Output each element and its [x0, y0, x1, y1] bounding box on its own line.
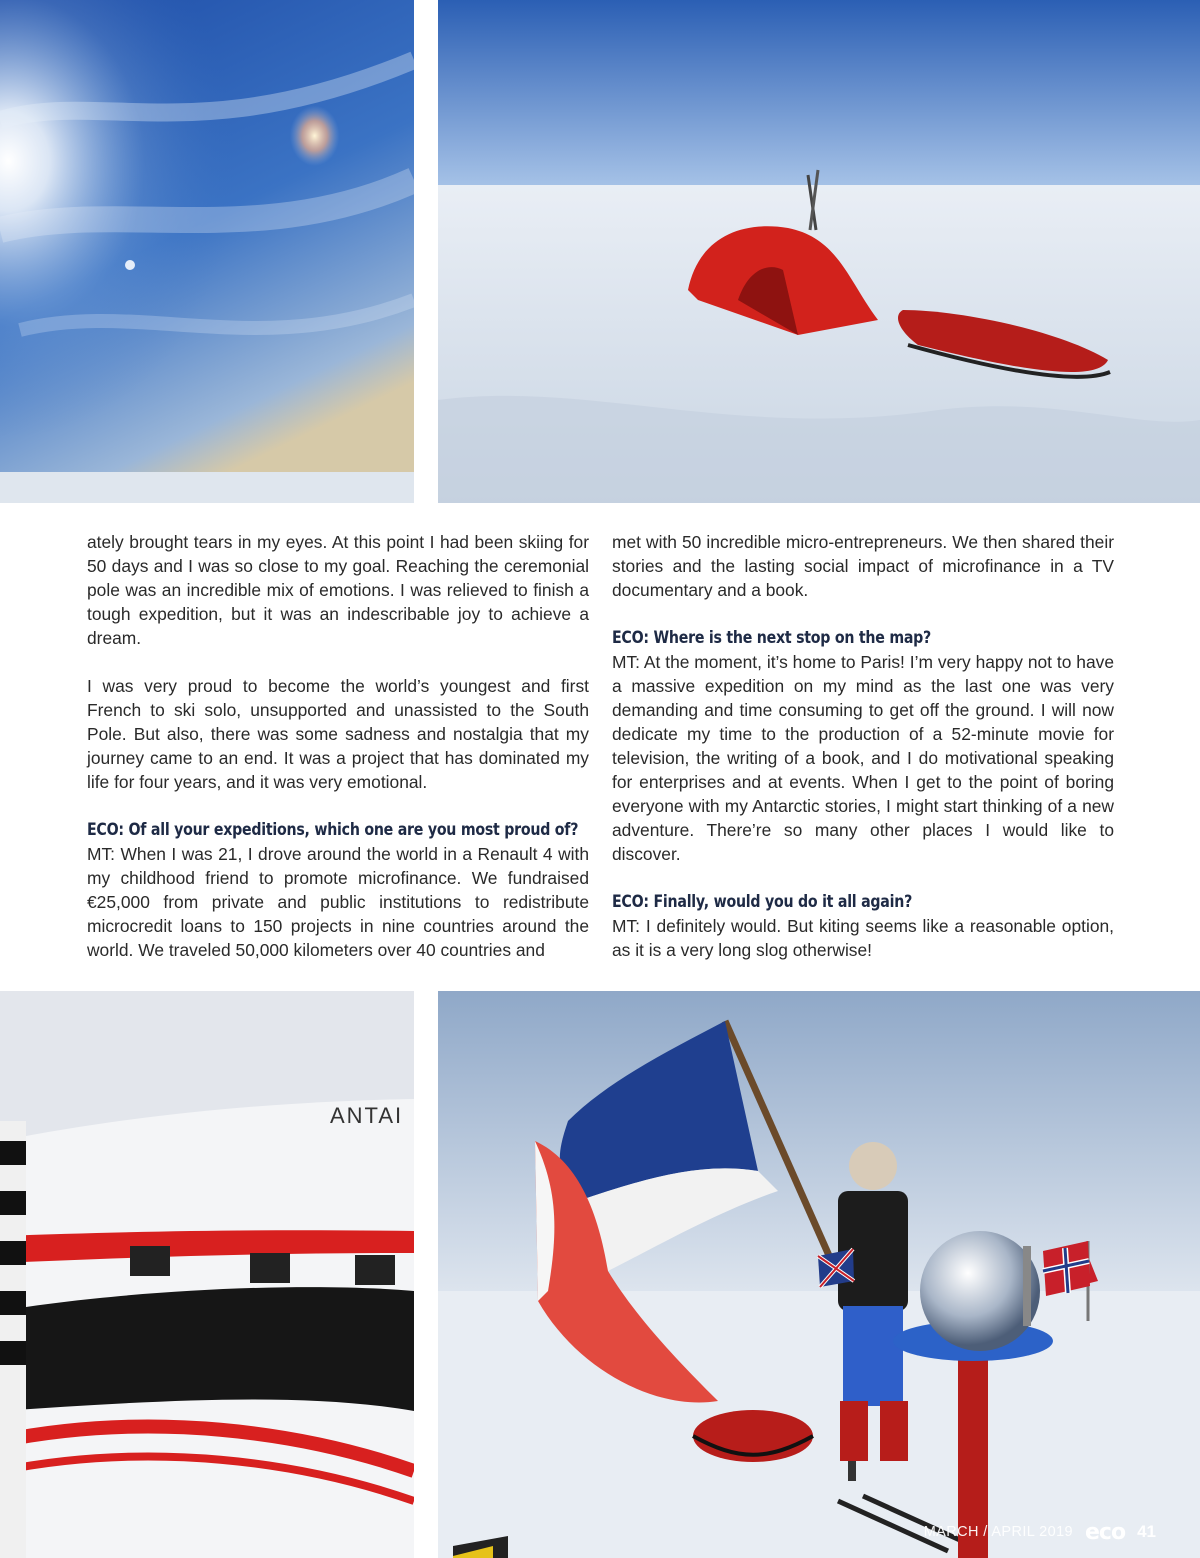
interview-question: ECO: Where is the next stop on the map? — [612, 628, 932, 647]
interview-question: ECO: Finally, would you do it all again? — [612, 892, 913, 911]
photo-airplane — [0, 991, 414, 1558]
article-column-right — [612, 530, 1114, 986]
article-column-left — [87, 530, 589, 986]
interview-answer: MT: At the moment, it’s home to Paris! I’m very happy not to have a massive expedition on my mind as the last one was very demanding and time consuming to get off the ground. I will now dedicate my time to the production of a 52-minute movie for television, the writing of a book, and I do motivational speaking for enterprises and at events. When I get to the point of boring everyone with my Antarctic stories, I might start thinking of a new adventure. There’re so many other places I would like to discover. — [612, 652, 1114, 864]
paragraph: I was very proud to become the world’s youngest and first French to ski solo, unsupported and unassisted to the South Pole. But also, there was some sadness and nostalgia that my journey came to an end. It was a project that has dominated my life for four years, and it was very emotional. — [87, 676, 589, 792]
interview-answer: met with 50 incredible micro-entrepreneurs. We then shared their stories and the lasting social impact of microfinance in a TV documentary and a book. — [612, 532, 1114, 600]
photo-south-pole-flag — [438, 991, 1200, 1558]
page-folio — [924, 1518, 1156, 1546]
interview-question: ECO: Of all your expeditions, which one are you most proud of? — [87, 820, 579, 839]
photo-sky-halo — [0, 0, 414, 503]
paragraph: ately brought tears in my eyes. At this point I had been skiing for 50 days and I was so close to my goal. Reaching the ceremonial pole was an incredible mix of emotions. I was relieved to finish a tough expedition, but it was an indescribable joy to achieve a dream. — [87, 532, 589, 648]
interview-answer: MT: I definitely would. But kiting seems like a reasonable option, as it is a very long slog otherwise! — [612, 916, 1114, 960]
interview-answer: MT: When I was 21, I drove around the world in a Renault 4 with my childhood friend to promote microfinance. We fundraised €25,000 from private and public institutions to redistribute microcredit loans to 150 projects in nine countries around the world. We traveled 50,000 kilometers over 40 countries and — [87, 844, 589, 960]
page-number: 41 — [1137, 1522, 1156, 1541]
photo-tent-camp — [438, 0, 1200, 503]
plane-lettering: ANTAI — [330, 1103, 404, 1128]
issue-date: MARCH / APRIL 2019 — [923, 1524, 1073, 1540]
magazine-logo: eco — [1085, 1519, 1126, 1545]
